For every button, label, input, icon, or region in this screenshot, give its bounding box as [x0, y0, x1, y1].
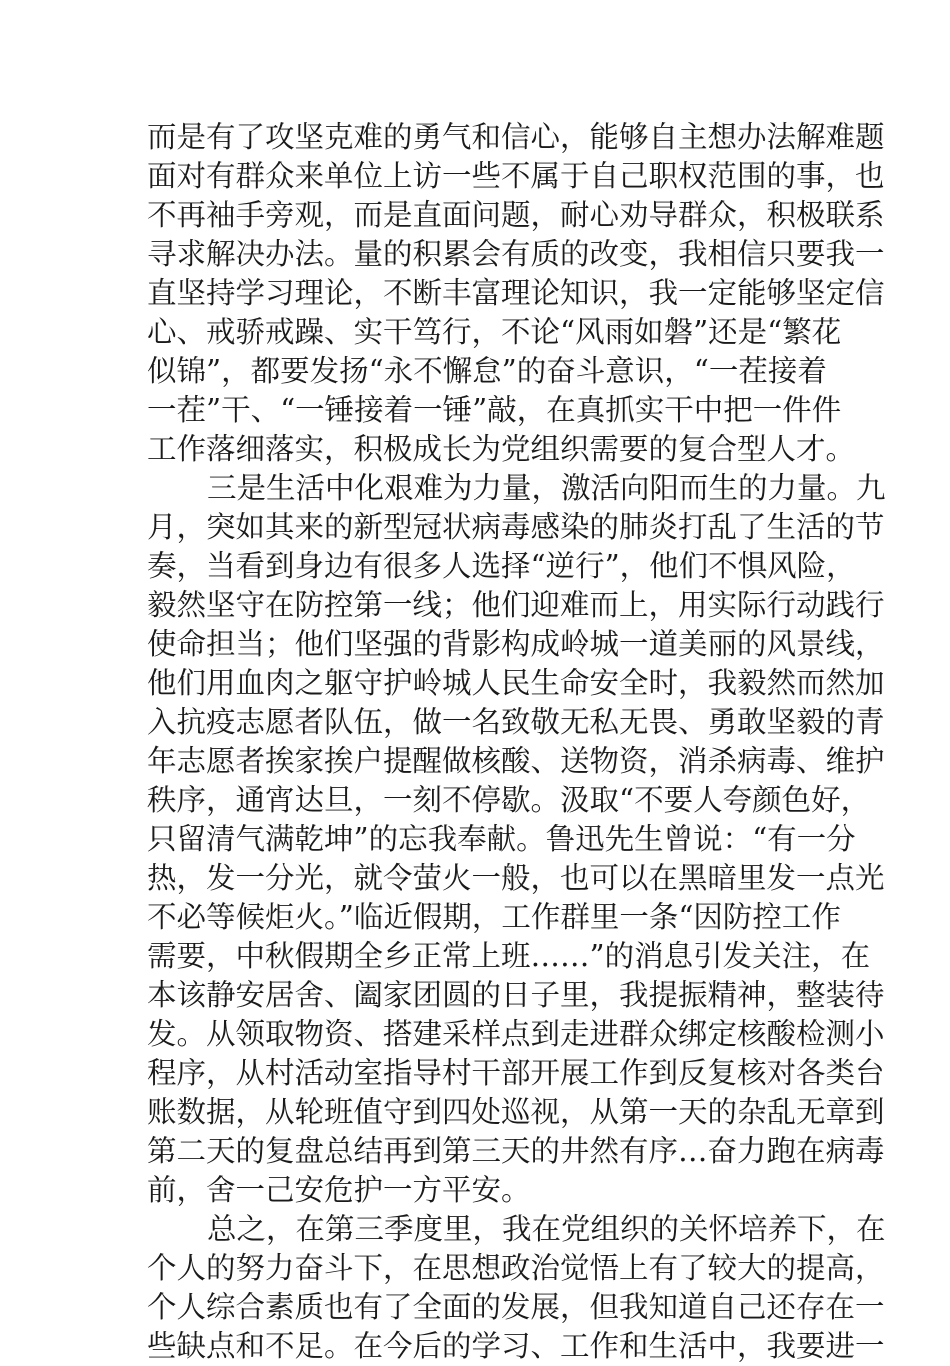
- text-line: 工作落细落实，积极成长为党组织需要的复合型人才。: [147, 432, 856, 466]
- text-line: 不必等候炬火。”临近假期，工作群里一条“因防控工作: [147, 900, 841, 934]
- text-line: 热，发一分光，就令萤火一般，也可以在黑暗里发一点光: [147, 861, 885, 895]
- text-line: 个人综合素质也有了全面的发展，但我知道自己还存在一: [147, 1290, 885, 1324]
- text-line: 奏，当看到身边有很多人选择“逆行”，他们不惧风险，: [147, 549, 856, 583]
- paragraph-start-line: 总之，在第三季度里，我在党组织的关怀培养下，在: [207, 1212, 886, 1246]
- text-line: 心、戒骄戒躁、实干笃行，不论“风雨如磐”还是“繁花: [147, 315, 842, 349]
- text-line: 而是有了攻坚克难的勇气和信心，能够自主想办法解难题: [147, 120, 885, 154]
- text-line: 需要，中秋假期全乡正常上班……”的消息引发关注，在: [147, 939, 871, 973]
- text-line: 入抗疫志愿者队伍，做一名致敬无私无畏、勇敢坚毅的青: [147, 705, 885, 739]
- body-text: [147, 118, 886, 1366]
- text-line: 些缺点和不足。在今后的学习、工作和生活中，我要进一: [147, 1329, 885, 1363]
- text-line: 账数据，从轮班值守到四处巡视，从第一天的杂乱无章到: [147, 1095, 885, 1129]
- text-line: 毅然坚守在防控第一线；他们迎难而上，用实际行动践行: [147, 588, 885, 622]
- text-line: 直坚持学习理论，不断丰富理论知识，我一定能够坚定信: [147, 276, 885, 310]
- text-line: 第二天的复盘总结再到第三天的井然有序…奋力跑在病毒: [147, 1134, 885, 1168]
- text-line: 月，突如其来的新型冠状病毒感染的肺炎打乱了生活的节: [147, 510, 885, 544]
- text-line: 发。从领取物资、搭建采样点到走进群众绑定核酸检测小: [147, 1017, 885, 1051]
- text-line: 只留清气满乾坤”的忘我奉献。鲁迅先生曾说：“有一分: [147, 822, 856, 856]
- text-line: 他们用血肉之躯守护岭城人民生命安全时，我毅然而然加: [147, 666, 885, 700]
- text-line: 似锦”，都要发扬“永不懈怠”的奋斗意识，“一茬接着: [147, 354, 827, 388]
- text-line: 不再袖手旁观，而是直面问题，耐心劝导群众，积极联系: [147, 198, 885, 232]
- text-line: 前，舍一己安危护一方平安。: [147, 1173, 531, 1207]
- text-line: 使命担当；他们坚强的背影构成岭城一道美丽的风景线，: [147, 627, 885, 661]
- text-line: 程序，从村活动室指导村干部开展工作到反复核对各类台: [147, 1056, 885, 1090]
- paragraph-start-line: 三是生活中化艰难为力量，激活向阳而生的力量。九: [207, 471, 886, 505]
- text-line: 一茬”干、“一锤接着一锤”敲，在真抓实干中把一件件: [147, 393, 842, 427]
- text-line: 年志愿者挨家挨户提醒做核酸、送物资，消杀病毒、维护: [147, 744, 885, 778]
- text-line: 寻求解决办法。量的积累会有质的改变，我相信只要我一: [147, 237, 885, 271]
- text-line: 面对有群众来单位上访一些不属于自己职权范围的事，也: [147, 159, 885, 193]
- text-line: 个人的努力奋斗下，在思想政治觉悟上有了较大的提高，: [147, 1251, 885, 1285]
- text-line: 本该静安居舍、阖家团圆的日子里，我提振精神，整装待: [147, 978, 885, 1012]
- text-line: 秩序，通宵达旦，一刻不停歇。汲取“不要人夸颜色好，: [147, 783, 871, 817]
